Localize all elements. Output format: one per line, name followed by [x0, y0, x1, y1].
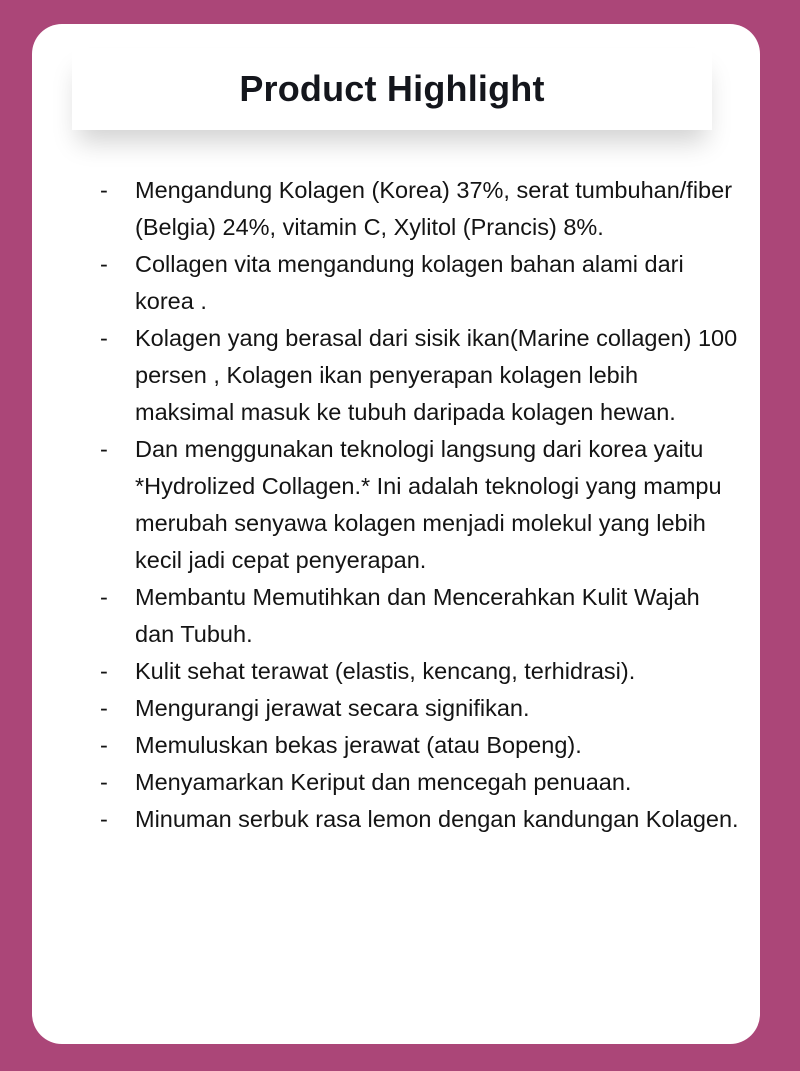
bullet-dash: -	[100, 806, 108, 832]
bullet-dash: -	[100, 251, 108, 277]
highlight-list	[100, 172, 740, 838]
list-item-text: Kulit sehat terawat (elastis, kencang, terhidrasi).	[135, 658, 636, 684]
title-bar	[72, 48, 712, 130]
list-item-text: Memuluskan bekas jerawat (atau Bopeng).	[135, 732, 582, 758]
list-item-text: Membantu Memutihkan dan Mencerahkan Kulit Wajah dan Tubuh.	[135, 584, 700, 647]
list-item	[100, 431, 740, 579]
list-item	[100, 764, 740, 801]
list-item-text: Menyamarkan Keriput dan mencegah penuaan.	[135, 769, 632, 795]
bullet-dash: -	[100, 325, 108, 351]
page-title: Product Highlight	[239, 68, 545, 109]
list-item	[100, 246, 740, 320]
list-item-text: Mengurangi jerawat secara signifikan.	[135, 695, 530, 721]
list-item	[100, 727, 740, 764]
list-item	[100, 653, 740, 690]
list-item	[100, 172, 740, 246]
list-item	[100, 690, 740, 727]
bullet-dash: -	[100, 769, 108, 795]
list-item-text: Minuman serbuk rasa lemon dengan kandungan Kolagen.	[135, 806, 739, 832]
list-item-text: Dan menggunakan teknologi langsung dari korea yaitu *Hydrolized Collagen.* Ini adalah teknologi yang mampu merubah senyawa kolagen menjadi molekul yang lebih kecil jadi cepat penyerapan.	[135, 436, 722, 573]
bullet-dash: -	[100, 436, 108, 462]
bullet-dash: -	[100, 584, 108, 610]
bullet-dash: -	[100, 177, 108, 203]
bullet-dash: -	[100, 658, 108, 684]
list-item	[100, 579, 740, 653]
list-item	[100, 801, 740, 838]
bullet-dash: -	[100, 732, 108, 758]
list-item-text: Kolagen yang berasal dari sisik ikan(Marine collagen) 100 persen , Kolagen ikan penyerapan kolagen lebih maksimal masuk ke tubuh daripada kolagen hewan.	[135, 325, 738, 425]
list-item-text: Mengandung Kolagen (Korea) 37%, serat tumbuhan/fiber (Belgia) 24%, vitamin C, Xylitol (Prancis) 8%.	[135, 177, 733, 240]
bullet-dash: -	[100, 695, 108, 721]
list-item-text: Collagen vita mengandung kolagen bahan alami dari korea .	[135, 251, 684, 314]
list-item	[100, 320, 740, 431]
highlight-card	[32, 24, 760, 1044]
